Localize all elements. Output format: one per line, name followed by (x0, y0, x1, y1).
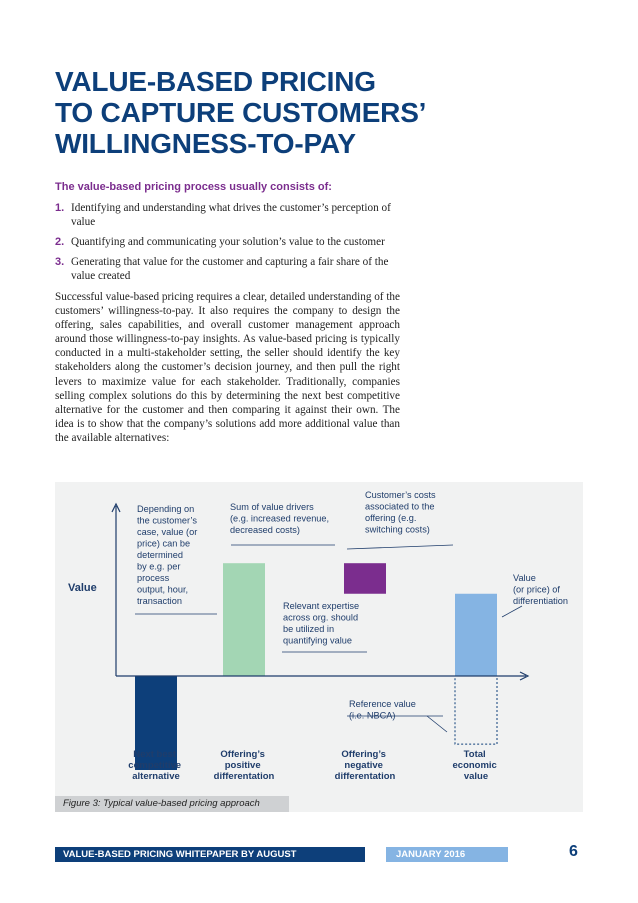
title-line: VALUE-BASED PRICING (55, 66, 376, 97)
annotation-line: (or price) of (513, 584, 560, 595)
annotation-line: Depending on (137, 504, 195, 514)
annotation-line: associated to the (365, 501, 435, 512)
annotation-line: (e.g. increased revenue, (230, 513, 330, 524)
annotation-customer-costs (365, 490, 438, 535)
category-line: alternative (132, 771, 180, 782)
annotation-line: (i.e. NBCA) (349, 710, 396, 721)
category-label (335, 749, 396, 782)
category-line: Total (463, 749, 486, 760)
annotation-line: the customer’s (137, 515, 197, 526)
annotation-sum-drivers (230, 502, 332, 535)
footer-title: VALUE-BASED PRICING WHITEPAPER BY AUGUST (55, 847, 365, 862)
category-line: differentation (334, 771, 396, 782)
annotation-relevant-expertise (283, 601, 362, 646)
list-item (55, 235, 400, 249)
leader-line (502, 606, 522, 617)
annotation-line: by e.g. per (137, 561, 181, 572)
category-line: negative (344, 760, 383, 771)
title-line: TO CAPTURE CUSTOMERS’ (55, 97, 427, 128)
leader-line (427, 716, 447, 732)
annotation-line: be utilized in (283, 624, 335, 634)
lead-heading: The value-based pricing process usually consists of: (55, 181, 332, 193)
annotation-depending (137, 504, 200, 606)
category-line: differentation (213, 771, 275, 782)
annotation-line: quantifying value (283, 635, 352, 646)
bar-4 (455, 594, 497, 676)
annotation-line: Customer’s costs (365, 490, 436, 500)
annotation-reference (349, 699, 418, 721)
category-line: economic (452, 760, 497, 771)
footer-date: JANUARY 2016 (386, 847, 508, 862)
process-steps-list (55, 201, 400, 289)
annotation-line: across org. should (283, 612, 359, 623)
waterfall-chart (55, 482, 583, 796)
list-item (55, 201, 400, 229)
reference-value-outline (455, 676, 497, 744)
annotation-line: Reference value (349, 699, 416, 709)
annotation-line: Sum of value drivers (230, 502, 314, 512)
annotation-line: determined (137, 550, 183, 560)
category-line: Offering’s (220, 749, 265, 760)
page-number: 6 (569, 843, 578, 860)
annotation-line: offering (e.g. (365, 513, 417, 523)
figure-caption: Figure 3: Typical value-based pricing approach (55, 796, 289, 812)
annotation-line: case, value (or (137, 527, 198, 537)
list-item (55, 255, 400, 283)
bar-3 (344, 563, 386, 594)
annotation-line: Value (513, 573, 536, 583)
step-number: 2. (55, 236, 65, 248)
step-text: Generating that value for the customer and capturing a fair share of the value created (71, 256, 389, 282)
annotation-line: output, hour, (137, 584, 189, 595)
category-line: Offering’s (341, 749, 386, 760)
annotation-line: differentiation (513, 596, 568, 606)
category-label (214, 749, 275, 782)
body-paragraph: Successful value-based pricing requires a clear, detailed understanding of the customers’ willingness-to-pay. It also requires the company to design the offering, sales capabilities, and overall customer management approach around those willingness-to-pay insights. As value-based pricing is typically conducted in a multi-stakeholder setting, the seller should identify the key stakeholders along the customer’s decision journey, and then pull the right levers to maximize value for each stakeholder. Traditionally, companies selling complex solutions do this by determining the next best competitive alternative for the customer and then comparing it against their own. The idea is to show that the company’s solutions add more additional value than the available alternatives: (55, 291, 400, 444)
category-label (453, 749, 500, 782)
leader-line (347, 545, 453, 549)
category-line: value (463, 771, 489, 782)
y-axis-label: Value (68, 582, 97, 594)
step-number: 1. (55, 202, 65, 214)
annotation-line: switching costs) (365, 524, 430, 535)
category-line: Next best (133, 749, 177, 760)
category-line: competitive (128, 760, 182, 771)
annotation-value-diff (513, 573, 568, 606)
annotation-line: process (137, 573, 170, 583)
title-line: WILLINGNESS-TO-PAY (55, 128, 356, 159)
step-text: Quantifying and communicating your solution’s value to the customer (71, 236, 385, 248)
category-line: positive (224, 760, 261, 771)
annotation-line: decreased costs) (230, 525, 300, 535)
figure-panel (55, 482, 583, 812)
annotation-line: price) can be (137, 538, 191, 549)
annotation-line: Relevant expertise (283, 601, 360, 611)
step-text: Identifying and understanding what drives the customer’s perception of value (71, 202, 391, 228)
annotation-line: transaction (137, 596, 182, 606)
category-label (128, 749, 183, 782)
bar-2 (223, 563, 265, 676)
step-number: 3. (55, 256, 65, 268)
page-title (55, 66, 575, 159)
